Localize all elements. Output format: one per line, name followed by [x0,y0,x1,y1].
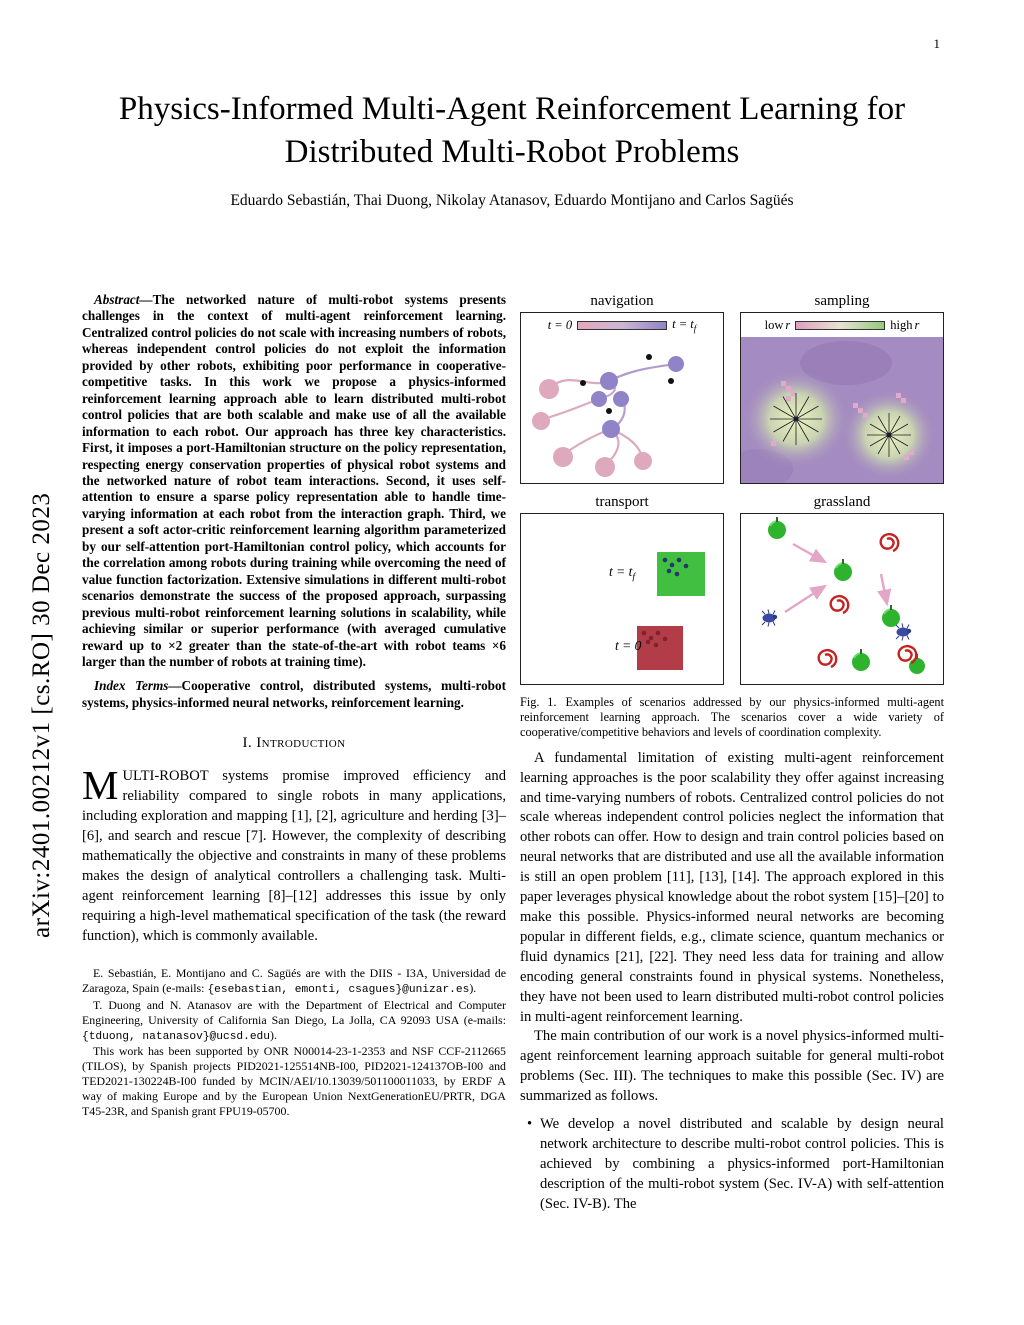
figure-caption [520,695,944,740]
navigation-label-t0: t = 0 [547,317,573,332]
grassland-panel [740,513,944,685]
transport-label-tf-sub: f [632,572,636,583]
transport-label-tf-pre: t = t [609,564,633,579]
introduction-paragraph-text: ULTI-ROBOT systems promise improved efficiency and reliability compared to single robots in many applications, including exploration and mapping [1], [2], agriculture and herding [3]–[6], and search and rescue [7]. However, the complexity of describing mathematically the objective and constraints in many of these problems makes the design of analytical controllers a challenging task. Multi-agent reinforcement learning [8]–[12] addresses this issue by only requiring a high-level mathematical specification of the task (the reward function), which is commonly available. [82,768,506,944]
apples [768,517,925,674]
page-number: 1 [933,36,940,51]
bullet-icon: • [527,1116,533,1133]
footnote-1-text: E. Sebastián, E. Montijano and C. Sagüés are with the DIIS - I3A, Universidad de Zaragoza, Spain (e-mails: [82,966,506,996]
grassland-title: grassland [813,494,871,510]
transport-panel [520,513,724,685]
sampling-title: sampling [814,293,870,309]
figure-panel-sampling [740,292,944,484]
transport-label-t0: t = 0 [615,638,642,653]
transport-title: transport [595,494,649,510]
abstract-text: The networked nature of multi-robot systems presents challenges in the context of multi-agent reinforcement learning. Centralized control policies do not scale with increasing numbers of robots, whereas independent control policies do not exploit the information provided by other robots, exhibiting poor performance in cooperative-competitive tasks. In this work we propose a physics-informed reinforcement learning approach able to learn distributed multi-robot control policies that are both scalable and make use of all the available information to each robot. Our approach has three key characteristics. First, it imposes a port-Hamiltonian structure on the policy representation, respecting energy conservation properties of physical robot systems and the networked nature of robot team interactions. Second, it uses self-attention to ensure a sparse policy representation able to handle time-varying information at each robot from the interaction graph. Third, we present a soft actor-critic reinforcement learning algorithm parameterized by our self-attention port-Hamiltonian control policy, which accounts for the correlation among robots during training while overcoming the need of value function factorization. Extensive simulations in different multi-robot scenarios demonstrate the success of the proposed approach, surpassing previous multi-robot reinforcement learning solutions in scalability, while achieving similar or superior performance (with averaged cumulative reward up to ×2 greater than the state-of-the-art with robot teams ×6 larger than the number of robots at training time). [82,292,506,669]
index-terms-text: Cooperative control, distributed systems, multi-robot systems, physics-informed neural networks, reinforcement learning. [82,678,506,710]
navigation-label-tf [672,317,696,334]
sampling-label-high-word: high [890,317,913,332]
footnote-funding: This work has been supported by ONR N00014-23-1-2353 and NSF CCF-2112665 (TILOS), by Spanish projects PID2021-125514NB-I00, PID2021-124137OB-I00 and TED2021-130224B-I00 funded by MCIN/AEI/10.13039/501100011033, by ERDF A way of making Europe and by the European Union NextGenerationEU/PRTR, DGA T45-23R, and Spanish grant FPU19-05700. [82,1044,506,1118]
sampling-label-low-word: low [764,317,784,332]
navigation-colorbar [577,321,667,330]
footnote-2-emails: {tduong, natanasov}@ucsd.edu [82,1030,270,1043]
sampling-panel [740,312,944,484]
paper-authors: Eduardo Sebastián, Thai Duong, Nikolay Atanasov, Eduardo Montijano and Carlos Sagüés [230,192,794,209]
sampling-colorbar [795,321,885,330]
figure-panel-transport [520,493,724,685]
index-terms [82,678,506,711]
footnote-1-end: ). [469,981,477,996]
dropcap: M [82,762,119,809]
sampling-label-low-var: r [785,317,791,332]
abstract [82,292,506,670]
transport-figure [521,514,723,684]
footnote-2-end: ). [269,1027,277,1042]
figure-panel-navigation [520,292,724,484]
sampling-label-high-var: r [914,317,920,332]
transport-label-tf [609,564,635,583]
right-paragraph-1: A fundamental limitation of existing multi-agent reinforcement learning approaches is the poor scalability they offer against increasing and time-varying numbers of robots. Centralized control policies do not scale whereas independent control policies neglect the information that other robots can offer. How to design and train control policies based on neural networks that are distributed and use all the available information is still an open problem [11], [13], [14]. The approach explored in this paper leverages physical knowledge about the robot system [15]–[20] to make this possible. Physics-informed neural networks are becoming popular in different fields, e.g., climate science, quantum mechanics or fluid dynamics [21], [22]. They need less data for training and allow encoding general constraints found in physical systems. Nonetheless, they have not been used to learn distributed multi-robot control policies in multi-agent reinforcement learning. [520,749,944,1025]
bullet-text: We develop a novel distributed and scalable by design neural network architecture to describe multi-robot control policies. This is achieved by combining a physics-informed port-Hamiltonian description of the multi-robot system (Sec. IV-A) with self-attention (Sec. IV-B). The [540,1116,944,1212]
introduction-paragraph [82,762,506,946]
worms [819,534,917,667]
abstract-label: Abstract— [94,292,153,307]
navigation-title: navigation [590,293,654,309]
section-heading-introduction: I. Introduction [242,735,346,752]
sampling-label-high [890,318,919,333]
footnote-affiliation-2 [82,998,506,1044]
navigation-label-tf-sub: f [693,323,697,334]
navigation-label-tf-pre: t = t [672,316,694,331]
paper-title: Physics-Informed Multi-Agent Reinforcement Learning for Distributed Multi-Robot Problems [118,91,906,170]
navigation-figure [521,337,723,483]
contribution-bullet-1 [520,1115,944,1215]
left-column [82,292,506,1118]
right-column [520,292,944,1215]
right-paragraph-2: The main contribution of our work is a novel physics-informed multi-agent reinforcement learning approach suitable for general multi-robot problems (Sec. III). The techniques to make this possible (Sec. IV) are summarized as follows. [520,1028,944,1105]
figure-panel-grassland [740,493,944,685]
footnote-2-text: T. Duong and N. Atanasov are with the Department of Electrical and Computer Engineering, University of California San Diego, La Jolla, CA 92093 USA (e-mails: [82,998,506,1027]
arxiv-watermark: arXiv:2401.00212v1 [cs.RO] 30 Dec 2023 [28,492,55,938]
figure-caption-label: Fig. 1. [520,695,557,709]
figure-caption-text: Examples of scenarios addressed by our physics-informed multi-agent reinforcement learning approach. The scenarios cover a wide variety of cooperative/competitive behaviors and levels of coordination complexity. [520,695,944,739]
sampling-colorbar-row [741,313,943,337]
figure-1 [520,292,944,685]
sampling-figure [741,337,943,483]
index-terms-label: Index Terms— [94,678,182,694]
footnote-1-emails: {esebastian, emonti, csagues}@unizar.es [207,984,470,997]
grassland-figure [741,514,943,684]
navigation-colorbar-row [521,313,723,337]
navigation-panel [520,312,724,484]
sampling-label-low [765,318,791,333]
footnote-affiliation-1 [82,966,506,998]
footnotes [82,966,506,1118]
